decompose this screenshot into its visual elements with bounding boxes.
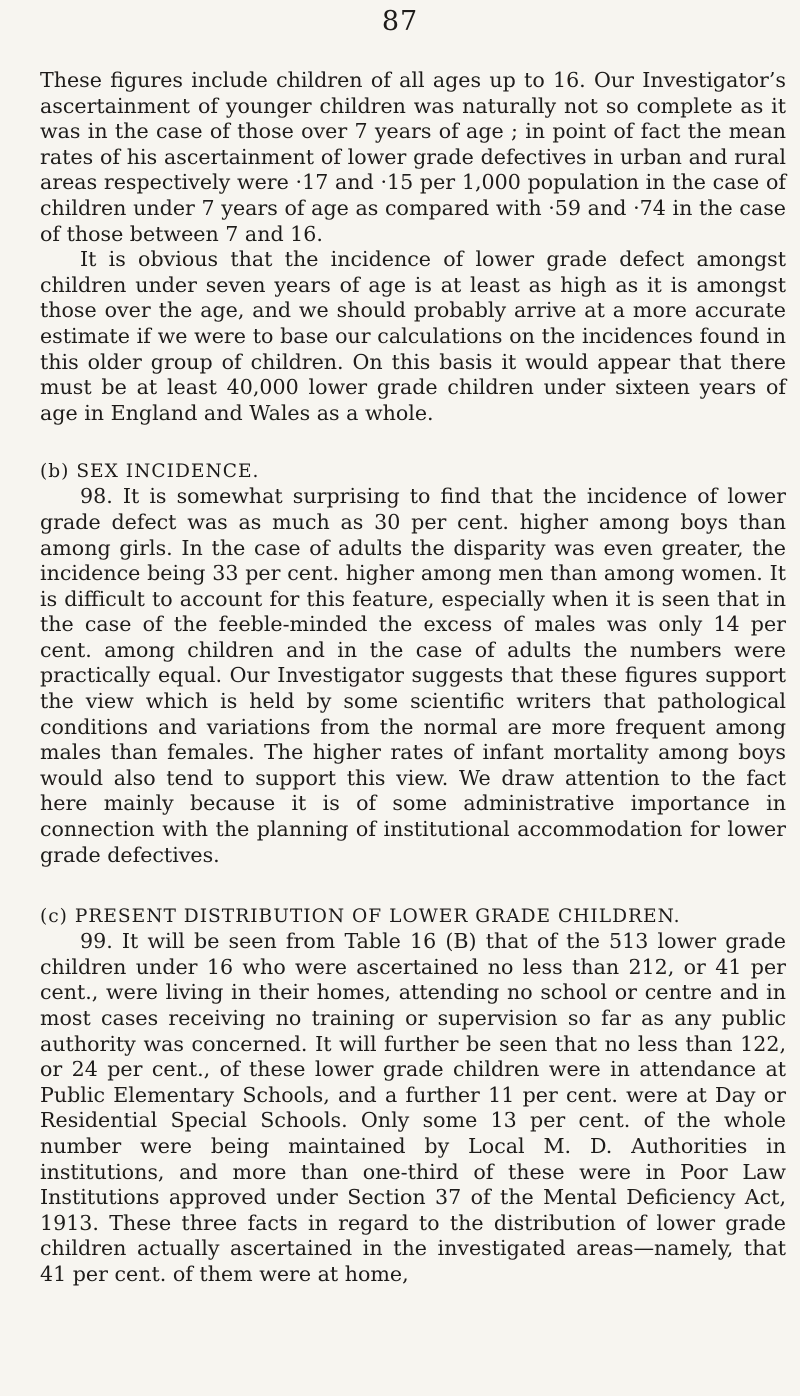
paragraph-incidence-estimate: It is obvious that the incidence of lower grade defect amongst children under seven years of age is at least as high as it is amongst those over the age, and we should probably arrive at a more accurate estimate if we were to base our calculations on the incidences found in this older group of children. On this basis it would appear that there must be at least 40,000 lower grade children under sixteen years of age in England and Wales as a whole. xyxy=(40,247,786,425)
paragraph-figures-include: These figures include children of all ages up to 16. Our Investigator’s ascertainment of younger children was naturally not so complete as it was in the case of those over 7 years of age ; in point of fact the mean rates of his ascertainment of lower grade defectives in urban and rural areas respectively were ·17 and ·15 per 1,000 population in the case of children under 7 years of age as compared with ·59 and ·74 in the case of those between 7 and 16. xyxy=(40,68,786,246)
paragraph-98: 98. It is somewhat surprising to find that the incidence of lower grade defect was as much as 30 per cent. higher among boys than among girls. In the case of adults the disparity was even greater, the incidence being 33 per cent. higher among men than among women. It is difficult to account for this feature, especially when it is seen that in the case of the feeble-minded the excess of males was only 14 per cent. among children and in the case of adults the numbers were practically equal. Our Investigator suggests that these figures support the view which is held by some scientific writers that pathological conditions and variations from the normal are more frequent among males than females. The higher rates of infant mortality among boys would also tend to support this view. We draw attention to the fact here mainly because it is of some administrative importance in connection with the planning of institutional accommodation for lower grade defectives. xyxy=(40,484,786,867)
section-heading-present-distribution: (c) PRESENT DISTRIBUTION OF LOWER GRADE CHILDREN. xyxy=(40,906,681,928)
paragraph-99: 99. It will be seen from Table 16 (B) that of the 513 lower grade children under 16 who were ascertained no less than 212, or 41 per cent., were living in their homes, attending no school or centre and in most cases receiving no training or supervision so far as any public authority was concerned. It will further be seen that no less than 122, or 24 per cent., of these lower grade children were in attendance at Public Elementary Schools, and a further 11 per cent. were at Day or Residential Special Schools. Only some 13 per cent. of the whole number were being maintained by Local M. D. Authorities in institutions, and more than one-third of these were in Poor Law Institutions approved under Section 37 of the Mental Deficiency Act, 1913. These three facts in regard to the distribution of lower grade children actually ascertained in the investigated areas—namely, that 41 per cent. of them were at home, xyxy=(40,929,786,1286)
page-number: 87 xyxy=(381,6,419,37)
body-text xyxy=(40,68,786,1288)
section-heading-sex-incidence: (b) SEX INCIDENCE. xyxy=(40,461,260,483)
